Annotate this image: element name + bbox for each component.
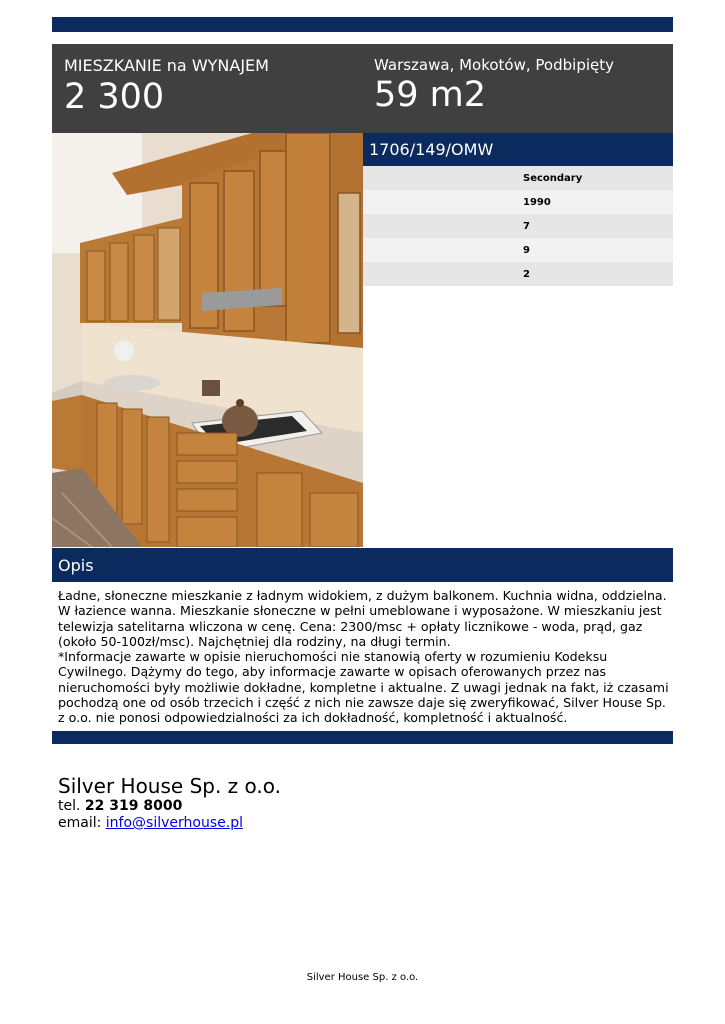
email-label: email: — [58, 815, 102, 831]
deal-type: MIESZKANIE na WYNAJEM — [64, 56, 269, 75]
bottom-accent-bar — [52, 731, 673, 744]
offer-reference: 1706/149/OMW — [369, 140, 494, 159]
param-value: 9 — [523, 245, 530, 256]
param-row — [363, 262, 673, 286]
phone-number: 22 319 8000 — [84, 798, 183, 814]
location: Warszawa, Mokotów, Podbipięty — [374, 56, 614, 74]
param-row — [363, 238, 673, 262]
phone-line — [58, 798, 281, 815]
param-value: 7 — [523, 221, 530, 232]
param-row — [363, 190, 673, 214]
page-footer: Silver House Sp. z o.o. — [306, 972, 419, 983]
description-text: Ładne, słoneczne mieszkanie z ładnym widokiem, z dużym balkonem. Kuchnia widna, oddzielna. W łazience wanna. Mieszkanie słoneczne w pełni umeblowane i wyposażone. W mieszkaniu jest telewizja satelitarna wliczona w cenę. Cena: 2300/msc + opłaty licznikowe - woda, prąd, gaz (około 50-100zł/msc). Najchętniej dla rodziny, na długi termin. — [58, 588, 667, 649]
top-accent-bar — [52, 17, 673, 32]
description — [58, 588, 670, 726]
params-table — [363, 166, 673, 286]
offer-reference-bar — [363, 133, 673, 166]
company-name: Silver House Sp. z o.o. — [58, 774, 282, 798]
email-link[interactable]: info@silverhouse.pl — [105, 815, 243, 831]
param-value: 2 — [523, 269, 530, 280]
header-right — [374, 55, 614, 115]
phone-label: tel. — [58, 798, 81, 814]
property-photo — [52, 133, 363, 547]
param-row — [363, 214, 673, 238]
description-title-bar — [52, 548, 673, 582]
offer-header — [52, 44, 673, 133]
param-row — [363, 166, 673, 190]
param-value: 1990 — [523, 197, 551, 208]
email-line — [58, 815, 281, 832]
header-left — [64, 56, 269, 117]
description-disclaimer: *Informacje zawarte w opisie nieruchomości nie stanowią oferty w rozumieniu Kodeksu Cywilnego. Dążymy do tego, aby informacje zawarte w opisach oferowanych przez nas nieruchomości były możliwie dokładne, kompletne i aktualne. Z uwagi jednak na fakt, iż czasami pochodzą one od osób trzecich i część z nich nie zawsze daje się zweryfikować, Silver House Sp. z o.o. nie ponosi odpowiedzialności za ich dokładność, kompletność i aktualność. — [58, 649, 669, 726]
contact-block — [58, 774, 281, 832]
description-title: Opis — [58, 556, 94, 575]
area: 59 m2 — [374, 75, 487, 115]
param-value: Secondary — [523, 173, 583, 184]
price: 2 300 — [64, 77, 165, 117]
